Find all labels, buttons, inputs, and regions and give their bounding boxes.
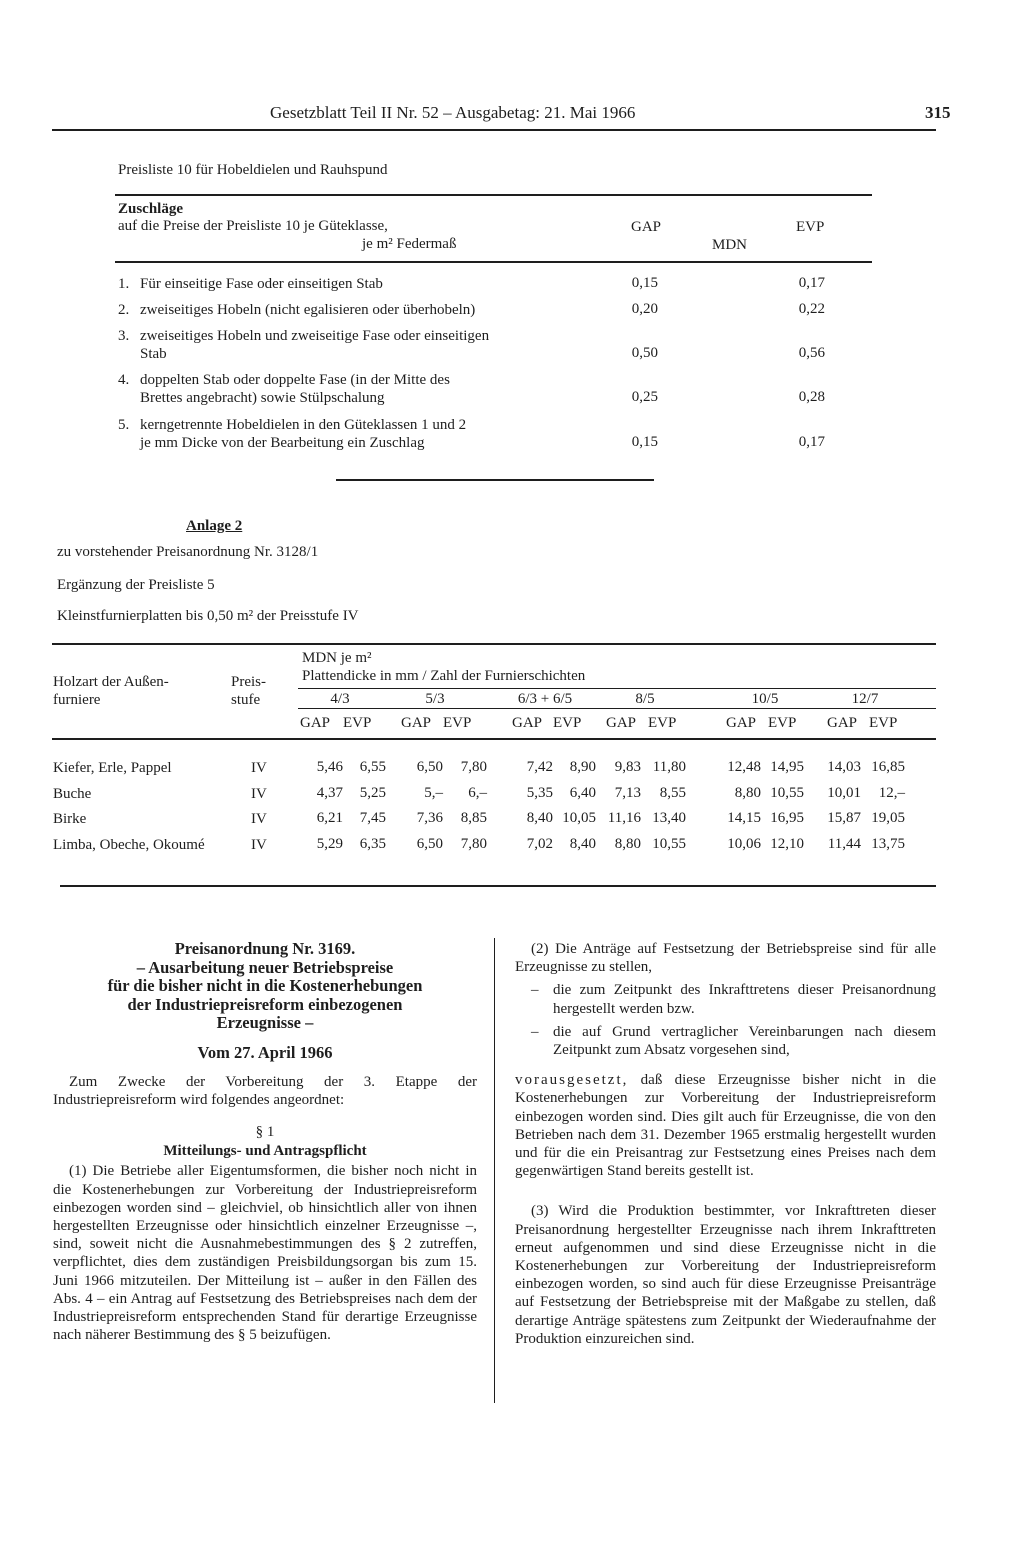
group-label: 4/3 [330,691,350,707]
row-number: 4. [118,372,130,388]
dash-symbol: – [531,1023,539,1040]
gap-value: 0,25 [631,389,658,405]
table2-head-holzart: Holzart der Außen- [53,674,169,690]
ordinance-title [53,940,477,1033]
gap-price: 10,06 [727,836,761,852]
evp-price: 8,90 [569,759,596,775]
ordinance-title-line: der Industriepreisreform einbezogenen [127,994,403,1014]
row-number: 2. [118,302,130,318]
gap-price: 8,80 [734,785,761,801]
table1-col-evp: EVP [796,219,825,235]
dash-item [515,1023,936,1059]
row-text-cont: Brettes angebracht) sowie Stülpschalung [140,390,385,406]
price-level: IV [251,786,267,802]
evp-price: 6,40 [569,785,596,801]
gap-price: 5,29 [316,836,343,852]
sub-gap: GAP [300,715,331,731]
section-number: § 1 [255,1124,275,1141]
ordinance-intro: Zum Zwecke der Vorbereitung der 3. Etappe der Industriepreisreform wird folgendes angeordnet: [53,1074,477,1109]
gap-value: 0,15 [631,275,658,291]
evp-price: 13,75 [871,836,905,852]
evp-price: 10,55 [770,785,804,801]
evp-price: 6,35 [359,836,386,852]
group-label: 12/7 [851,691,879,707]
table2-head-stufe: Preis- [231,674,266,690]
table1-head-line3: je m² Federmaß [362,236,457,252]
group-label: 8/5 [635,691,655,707]
gap-price: 6,50 [416,759,443,775]
ordinance-title-line: für die bisher nicht in die Kostenerhebungen [107,976,423,995]
evp-value: 0,22 [798,301,825,317]
section-title: Mitteilungs- und Antragspflicht [163,1142,367,1159]
table1-head-line2: auf die Preise der Preisliste 10 je Güteklasse, [118,218,388,234]
table1-head-rule [115,261,872,263]
row-text: zweiseitiges Hobeln (nicht egalisieren oder überhobeln) [140,302,476,318]
anlage-heading: Anlage 2 [186,518,243,534]
gap-price: 7,13 [614,785,641,801]
row-text: zweiseitiges Hobeln und zweiseitige Fase oder einseitigen [140,328,490,344]
table2-group-rule [298,688,936,689]
row-number: 1. [118,276,130,292]
row-text: kerngetrennte Hobeldielen in den Güteklassen 1 und 2 [140,417,467,433]
ordinance-title-line: – Ausarbeitung neuer Betriebspreise [136,957,394,977]
gap-price: 6,21 [316,810,343,826]
evp-price: 19,05 [871,810,905,826]
group-label: 6/3 + 6/5 [517,691,573,707]
gap-price: 15,87 [827,810,861,826]
table1-head-bold: Zuschläge [118,201,184,217]
row-number: 5. [118,417,130,433]
gap-price: 7,42 [526,759,553,775]
evp-price: 16,85 [871,759,905,775]
table2-sub-rule [298,708,936,709]
gap-price: 5,– [424,785,443,801]
evp-price: 5,25 [359,785,386,801]
price-level: IV [251,811,267,827]
evp-price: 12,– [878,785,905,801]
ordinance-date: Vom 27. April 1966 [197,1042,333,1062]
wood-type: Limba, Obeche, Okoumé [53,837,205,853]
evp-price: 8,85 [460,810,487,826]
evp-price: 16,95 [770,810,804,826]
evp-price: 7,45 [359,810,386,826]
dash-item [515,981,936,1017]
sub-gap: GAP [726,715,757,731]
evp-price: 11,80 [652,759,686,775]
ordinance-title-line: Erzeugnisse – [216,1013,314,1032]
price-level: IV [251,837,267,853]
table2-bottom-rule [60,885,936,887]
sub-evp: EVP [443,715,472,731]
evp-price: 12,10 [770,836,804,852]
header-rule [52,129,936,131]
running-header: Gesetzblatt Teil II Nr. 52 – Ausgabetag: 21. Mai 1966 [270,103,636,122]
ordinance-left-column [53,940,477,1344]
section-divider [336,479,654,481]
gap-price: 7,36 [416,810,443,826]
gap-price: 11,16 [607,810,641,826]
row-text-cont: Stab [140,346,167,362]
evp-price: 13,40 [652,810,686,826]
gap-value: 0,50 [631,345,658,361]
gap-price: 4,37 [316,785,343,801]
sub-evp: EVP [343,715,372,731]
gap-price: 5,46 [316,759,343,775]
evp-price: 8,55 [659,785,686,801]
evp-value: 0,28 [798,389,825,405]
table1-col-gap: GAP [631,219,662,235]
table1-top-rule [115,194,872,196]
sub-gap: GAP [606,715,637,731]
table2-head-stufe-cont: stufe [231,692,261,708]
anlage-line2: Ergänzung der Preisliste 5 [57,577,215,593]
table2-head-dicke: Plattendicke in mm / Zahl der Furnierschichten [302,668,586,684]
sub-gap: GAP [401,715,432,731]
paragraph-3: (3) Wird die Produktion bestimmter, vor Inkrafttreten dieser Preisanordnung hergestellter Erzeugnisse nach ihrem Inkrafttreten erneut aufgenommen und sind diese Erzeugnisse nicht in die Kostenerhebungen zur Vorbereitung der Industriepreisreform einbezogen worden, so sind auch für diese Erzeugnisse Preisanträge auf Festsetzung der Betriebspreise mit der Maßgabe zu stellen, daß derartige Anträge spätestens zum Zeitpunkt der Wiederaufnahme der Produktion einzureichen sind. [515,1203,936,1347]
evp-value: 0,17 [798,275,825,291]
row-text: doppelten Stab oder doppelte Fase (in der Mitte des [140,372,450,388]
emphasized-word: vorausgesetzt, [515,1072,629,1089]
sub-evp: EVP [648,715,677,731]
gap-price: 14,15 [727,810,761,826]
gap-price: 9,83 [614,759,641,775]
gap-price: 8,40 [526,810,553,826]
paragraph-1: (1) Die Betriebe aller Eigentumsformen, die bisher noch nicht in die Kostenerhebungen zur Vorbereitung der Industriepreisreform einbezogen worden sind – gleichviel, ob hinsichtlich aller von ihnen hergestellten Erzeugnisse oder hinsichtlich einzelner Erzeugnisse –, sind, soweit nicht die Ausnahmebestimmungen des § 2 zutreffen, verpflichtet, dies dem zuständigen Preisbildungsorgan bis zum 15. Juni 1966 mitzuteilen. Der Mitteilung ist – außer in den Fällen des Abs. 4 – ein Antrag auf Festsetzung des Betriebspreises nach dem der Industriepreisreform entsprechenden Stand für derartige Erzeugnisse nach näherer Bestimmung des § 5 beizufügen. [53,1163,477,1344]
anlage-line1: zu vorstehender Preisanordnung Nr. 3128/1 [57,544,319,560]
evp-price: 14,95 [770,759,804,775]
evp-value: 0,17 [798,434,825,450]
dash-symbol: – [531,982,539,999]
gap-price: 8,80 [614,836,641,852]
paragraph-2-text: daß diese Erzeugnisse bisher nicht in die Kostenerhebungen zur Vorbereitung der Industriepreisreform einbezogen worden sind. Dies gilt auch für Erzeugnisse, die von den Betrieben nach dem 31. Dezember 1965 erstmalig hergestellt wurden und für die ein Preisantrag zur Festsetzung eines Preises nach dem gegenwärtigen Stand bereits gestellt ist. [515,1072,936,1180]
wood-type: Birke [53,811,87,827]
gap-price: 10,01 [827,785,861,801]
row-text-cont: je mm Dicke von der Bearbeitung ein Zuschlag [140,435,425,451]
evp-value: 0,56 [798,345,825,361]
sub-evp: EVP [553,715,582,731]
group-label: 5/3 [425,691,445,707]
table1-title: Preisliste 10 für Hobeldielen und Rauhspund [118,162,388,178]
gap-price: 7,02 [526,836,553,852]
sub-evp: EVP [869,715,898,731]
row-text: Für einseitige Fase oder einseitigen Stab [140,276,383,292]
dash-item-text: die auf Grund vertraglicher Vereinbarungen nach diesem Zeitpunkt zum Absatz vorgesehen sind, [553,1023,936,1059]
gap-price: 6,50 [416,836,443,852]
anlage-line3: Kleinstfurnierplatten bis 0,50 m² der Preisstufe IV [57,608,359,624]
evp-price: 8,40 [569,836,596,852]
gap-price: 5,35 [526,785,553,801]
gap-price: 11,44 [827,836,861,852]
table2-head-holzart-cont: furniere [53,692,101,708]
evp-price: 10,55 [652,836,686,852]
table1-col-mdn: MDN [712,237,748,253]
table2-head-mdn: MDN je m² [302,650,372,666]
page-number: 315 [925,103,951,122]
dash-item-text: die zum Zeitpunkt des Inkrafttretens dieser Preisanordnung hergestellt werden bzw. [553,982,936,1017]
row-number: 3. [118,328,130,344]
wood-type: Buche [53,786,92,802]
group-label: 10/5 [751,691,779,707]
evp-price: 10,05 [562,810,596,826]
gap-price: 14,03 [827,759,861,775]
column-divider [494,938,495,1403]
gap-price: 12,48 [727,759,761,775]
evp-price: 7,80 [460,836,487,852]
table2-top-rule [52,643,936,645]
paragraph-2-cont [515,1071,936,1180]
table2-head-rule [52,738,936,740]
price-level: IV [251,760,267,776]
ordinance-title-line: Preisanordnung Nr. 3169. [174,939,356,958]
sub-evp: EVP [768,715,797,731]
evp-price: 6,55 [359,759,386,775]
wood-type: Kiefer, Erle, Pappel [53,760,172,776]
sub-gap: GAP [512,715,543,731]
paragraph-2-intro: (2) Die Anträge auf Festsetzung der Betriebspreise sind für alle Erzeugnisse zu stellen, [515,941,936,976]
gap-value: 0,15 [631,434,658,450]
evp-price: 6,– [468,785,487,801]
gap-value: 0,20 [631,301,658,317]
ordinance-right-column [515,940,936,1348]
evp-price: 7,80 [460,759,487,775]
sub-gap: GAP [827,715,858,731]
